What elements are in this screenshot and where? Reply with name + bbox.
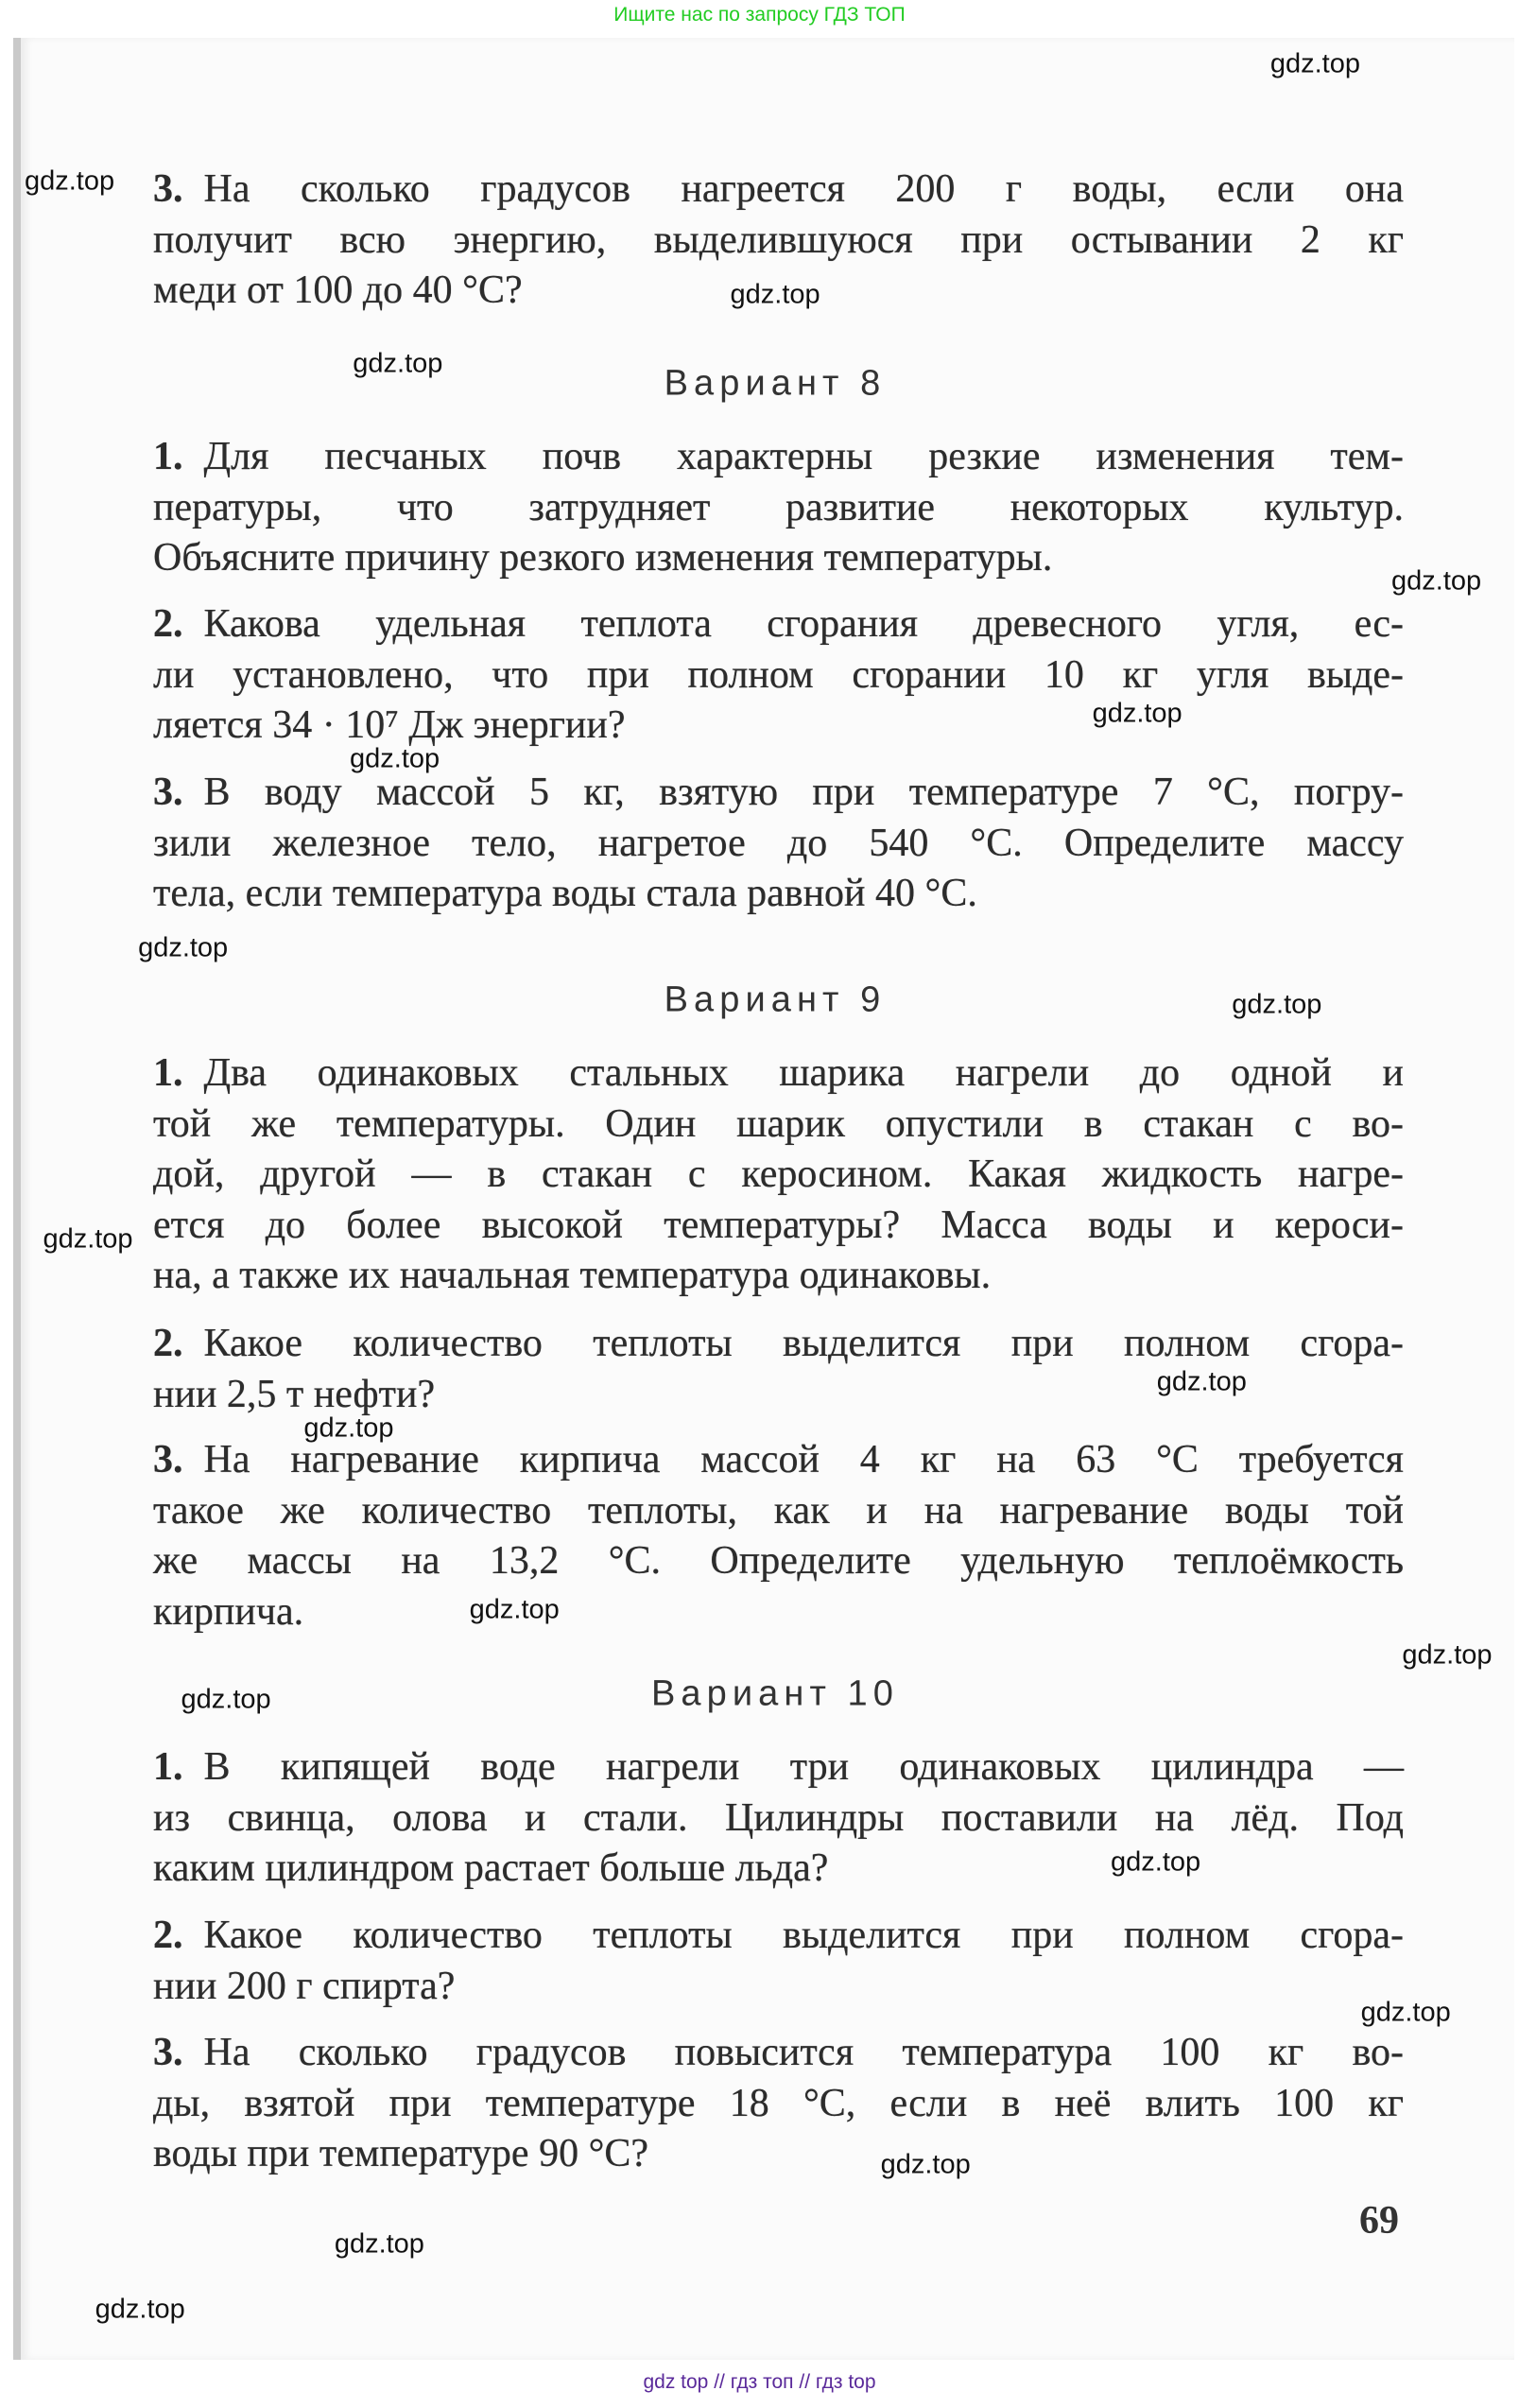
question-line (153, 533, 1404, 584)
question-line (153, 869, 1404, 920)
question-line (153, 1319, 1404, 1370)
question-line (153, 1100, 1404, 1151)
question-text: из свинца, олова и стали. Цилиндры поставили на лёд. Под (153, 1795, 1404, 1840)
question-number: 3. (153, 2031, 183, 2074)
question-text: На сколько градусов повысится температура 100 кг во- (203, 2031, 1404, 2074)
question-text: Какое количество теплоты выделится при полном сгора- (203, 1322, 1404, 1365)
question-line (153, 1486, 1404, 1537)
question-text: пературы, что затрудняет развитие некоторых культур. (153, 485, 1404, 529)
question-1 (153, 432, 1404, 584)
variant-heading: Вариант 9 (664, 979, 887, 1020)
watermark-text: gdz.top (1111, 1846, 1201, 1878)
question-line (153, 701, 1404, 752)
watermark-text: gdz.top (303, 1412, 394, 1444)
question-text: зили железное тело, нагретое до 540 °C. Определите массу (153, 821, 1404, 865)
question-3 (153, 2028, 1404, 2180)
watermark-text: gdz.top (181, 1684, 271, 1715)
watermark-text: gdz.top (469, 1594, 560, 1625)
question-text: кирпича. (153, 1589, 304, 1634)
question-text: такое же количество теплоты, как и на нагревание воды той (153, 1488, 1404, 1533)
question-number: 3. (153, 1438, 183, 1481)
question-line (153, 1911, 1404, 1962)
question-number: 2. (153, 1322, 183, 1365)
watermark-text: gdz.top (334, 2228, 424, 2260)
question-number: 2. (153, 602, 183, 646)
question-text: На нагревание кирпича массой 4 кг на 63 °C требуется (203, 1438, 1404, 1481)
question-line (153, 2079, 1404, 2130)
question-text: воды при температуре 90 °C? (153, 2132, 649, 2176)
question-line (153, 432, 1404, 483)
watermark-text: gdz.top (880, 2149, 971, 2180)
question-1 (153, 1048, 1404, 1302)
watermark-text: gdz.top (1156, 1366, 1247, 1397)
question-number: 1. (153, 435, 183, 478)
question-2 (153, 1911, 1404, 2012)
question-number: 3. (153, 771, 183, 814)
question-text: Объясните причину резкого изменения температуры. (153, 536, 1053, 580)
question-line (153, 1844, 1404, 1895)
question-2 (153, 599, 1404, 752)
question-line (153, 1793, 1404, 1845)
question-text: ется до более высокой температуры? Масса воды и кероси- (153, 1203, 1404, 1247)
question-text: на, а также их начальная температура одинаковы. (153, 1254, 992, 1298)
question-line (153, 599, 1404, 650)
question-3 (153, 1435, 1404, 1637)
question-text: нии 2,5 т нефти? (153, 1372, 436, 1416)
question-line (153, 1251, 1404, 1302)
question-line (153, 1536, 1404, 1587)
watermark-text: gdz.top (1232, 989, 1322, 1020)
watermark-text: gdz.top (353, 348, 443, 379)
question-text: Какое количество теплоты выделится при полном сгора- (203, 1914, 1404, 1957)
question-text: На сколько градусов нагреется 200 г воды, если она (203, 167, 1404, 211)
question-line (153, 165, 1404, 216)
question-1 (153, 1742, 1404, 1895)
question-number: 1. (153, 1745, 183, 1789)
watermark-text: gdz.top (1360, 1997, 1451, 2028)
question-line (153, 483, 1404, 534)
question-text: ли установлено, что при полном сгорании 10 кг угля выде- (153, 652, 1404, 697)
question-text: ляется 34 · 10⁷ Дж энергии? (153, 703, 626, 748)
question-line (153, 2129, 1404, 2180)
variant-heading: Вариант 8 (664, 363, 887, 404)
question-text: каким цилиндром растает больше льда? (153, 1846, 829, 1891)
question-line (153, 650, 1404, 702)
question-line (153, 819, 1404, 870)
question-text: тела, если температура воды стала равной 40 °C. (153, 872, 977, 916)
watermark-text: gdz.top (1092, 698, 1182, 729)
question-number: 2. (153, 1914, 183, 1957)
question-number: 3. (153, 167, 183, 211)
watermark-text: gdz.top (1402, 1639, 1493, 1671)
question-line (153, 1048, 1404, 1100)
watermark-text: gdz.top (138, 932, 229, 963)
question-line (153, 768, 1404, 819)
question-line (153, 1742, 1404, 1793)
bottom-banner: gdz top // гдз топ // гдз top (643, 2371, 876, 2393)
top-banner: Ищите нас по запросу ГДЗ ТОП (613, 4, 906, 26)
question-text: ды, взятой при температуре 18 °C, если в неё влить 100 кг (153, 2081, 1404, 2125)
question-text: Для песчаных почв характерны резкие изменения тем- (203, 435, 1404, 478)
watermark-text: gdz.top (24, 165, 115, 196)
question-text: Два одинаковых стальных шарика нагрели до одной и (203, 1051, 1404, 1095)
question-text: дой, другой — в стакан с керосином. Какая жидкость нагре- (153, 1152, 1404, 1197)
question-number: 1. (153, 1051, 183, 1095)
watermark-text: gdz.top (43, 1223, 133, 1255)
question-line (153, 1150, 1404, 1201)
question-text: Какова удельная теплота сгорания древесного угля, ес- (203, 602, 1404, 646)
question-text: той же температуры. Один шарик опустили в стакан с во- (153, 1101, 1404, 1146)
question-line (153, 1962, 1404, 2013)
watermark-text: gdz.top (350, 743, 440, 774)
question-line (153, 2028, 1404, 2079)
question-text: меди от 100 до 40 °C? (153, 269, 523, 313)
question-text: получит всю энергию, выделившуюся при остывании 2 кг (153, 217, 1404, 262)
question-line (153, 1587, 1404, 1638)
watermark-text: gdz.top (1269, 48, 1360, 79)
question-line (153, 1201, 1404, 1252)
question-text: же массы на 13,2 °C. Определите удельную теплоёмкость (153, 1539, 1404, 1584)
variant-heading: Вариант 10 (651, 1673, 899, 1714)
question-line (153, 216, 1404, 267)
watermark-text: gdz.top (730, 279, 820, 310)
page-number: 69 (1359, 2199, 1399, 2243)
watermark-text: gdz.top (1391, 565, 1482, 597)
watermark-text: gdz.top (95, 2294, 185, 2325)
question-text: В воду массой 5 кг, взятую при температуре 7 °C, погру- (203, 771, 1404, 814)
question-text: нии 200 г спирта? (153, 1964, 456, 2008)
question-text: В кипящей воде нагрели три одинаковых цилиндра — (203, 1745, 1404, 1789)
question-3 (153, 768, 1404, 920)
